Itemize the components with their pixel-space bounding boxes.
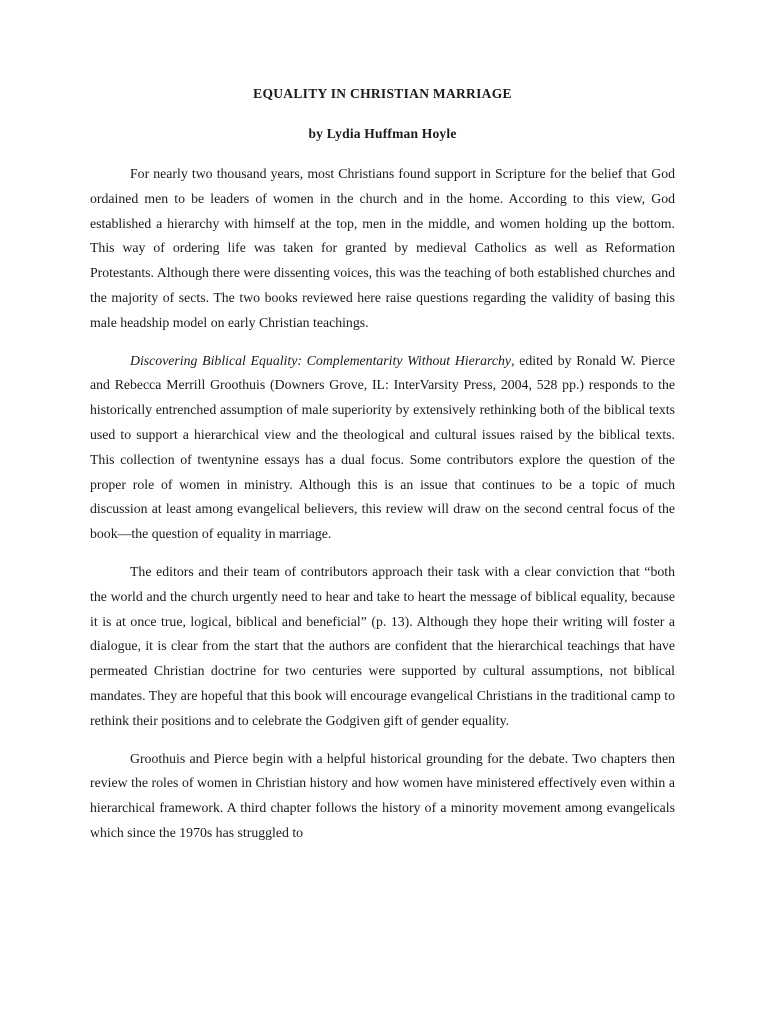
- paragraph-2-text: , edited by Ronald W. Pierce and Rebecca Merrill Groothuis (Downers Grove, IL: InterVarsity Press, 2004, 528 pp.) responds to the historically entrenched assumption of male superiority by extensively rethinking both of the biblical texts used to support a hierarchical view and the theological and cultural issues raised by the biblical texts. This collection of twentynine essays has a dual focus. Some contributors explore the question of the proper role of women in ministry. Although this is an issue that continues to be a topic of much discussion at least among evangelical believers, this review will draw on the second central focus of the book—the question of equality in marriage.: [90, 352, 675, 542]
- document-page: [90, 84, 675, 859]
- book-title: Discovering Biblical Equality: Complementarity Without Hierarchy: [130, 352, 512, 368]
- paragraph-3-text: The editors and their team of contributors approach their task with a clear conviction that “both the world and the church urgently need to hear and take to heart the message of biblical equality, because it is at once true, logical, biblical and beneficial” (p. 13). Although they hope their writing will foster a dialogue, it is clear from the start that the authors are confident that the hierarchical teachings that have permeated Christian doctrine for two centuries were supported by cultural assumptions, not biblical mandates. They are hopeful that this book will encourage evangelical Christians in the traditional camp to rethink their positions and to celebrate the Godgiven gift of gender equality.: [90, 563, 675, 728]
- paragraph-3: [90, 560, 675, 734]
- paragraph-4-text: Groothuis and Pierce begin with a helpful historical grounding for the debate. Two chapters then review the roles of women in Christian history and how women have ministered effectively even within a hierarchical framework. A third chapter follows the history of a minority movement among evangelicals which since the 1970s has struggled to: [90, 750, 675, 840]
- paragraph-2: [90, 349, 675, 547]
- paragraph-1: [90, 162, 675, 336]
- document-byline: by Lydia Huffman Hoyle: [308, 126, 457, 141]
- paragraph-4: [90, 747, 675, 846]
- paragraph-1-text: For nearly two thousand years, most Christians found support in Scripture for the belief that God ordained men to be leaders of women in the church and in the home. According to this view, God established a hierarchy with himself at the top, men in the middle, and women holding up the bottom. This way of ordering life was taken for granted by medieval Catholics as well as Reformation Protestants. Although there were dissenting voices, this was the teaching of both established churches and the majority of sects. The two books reviewed here raise questions regarding the validity of basing this male headship model on early Christian teachings.: [90, 166, 675, 330]
- document-title: EQUALITY IN CHRISTIAN MARRIAGE: [253, 86, 512, 101]
